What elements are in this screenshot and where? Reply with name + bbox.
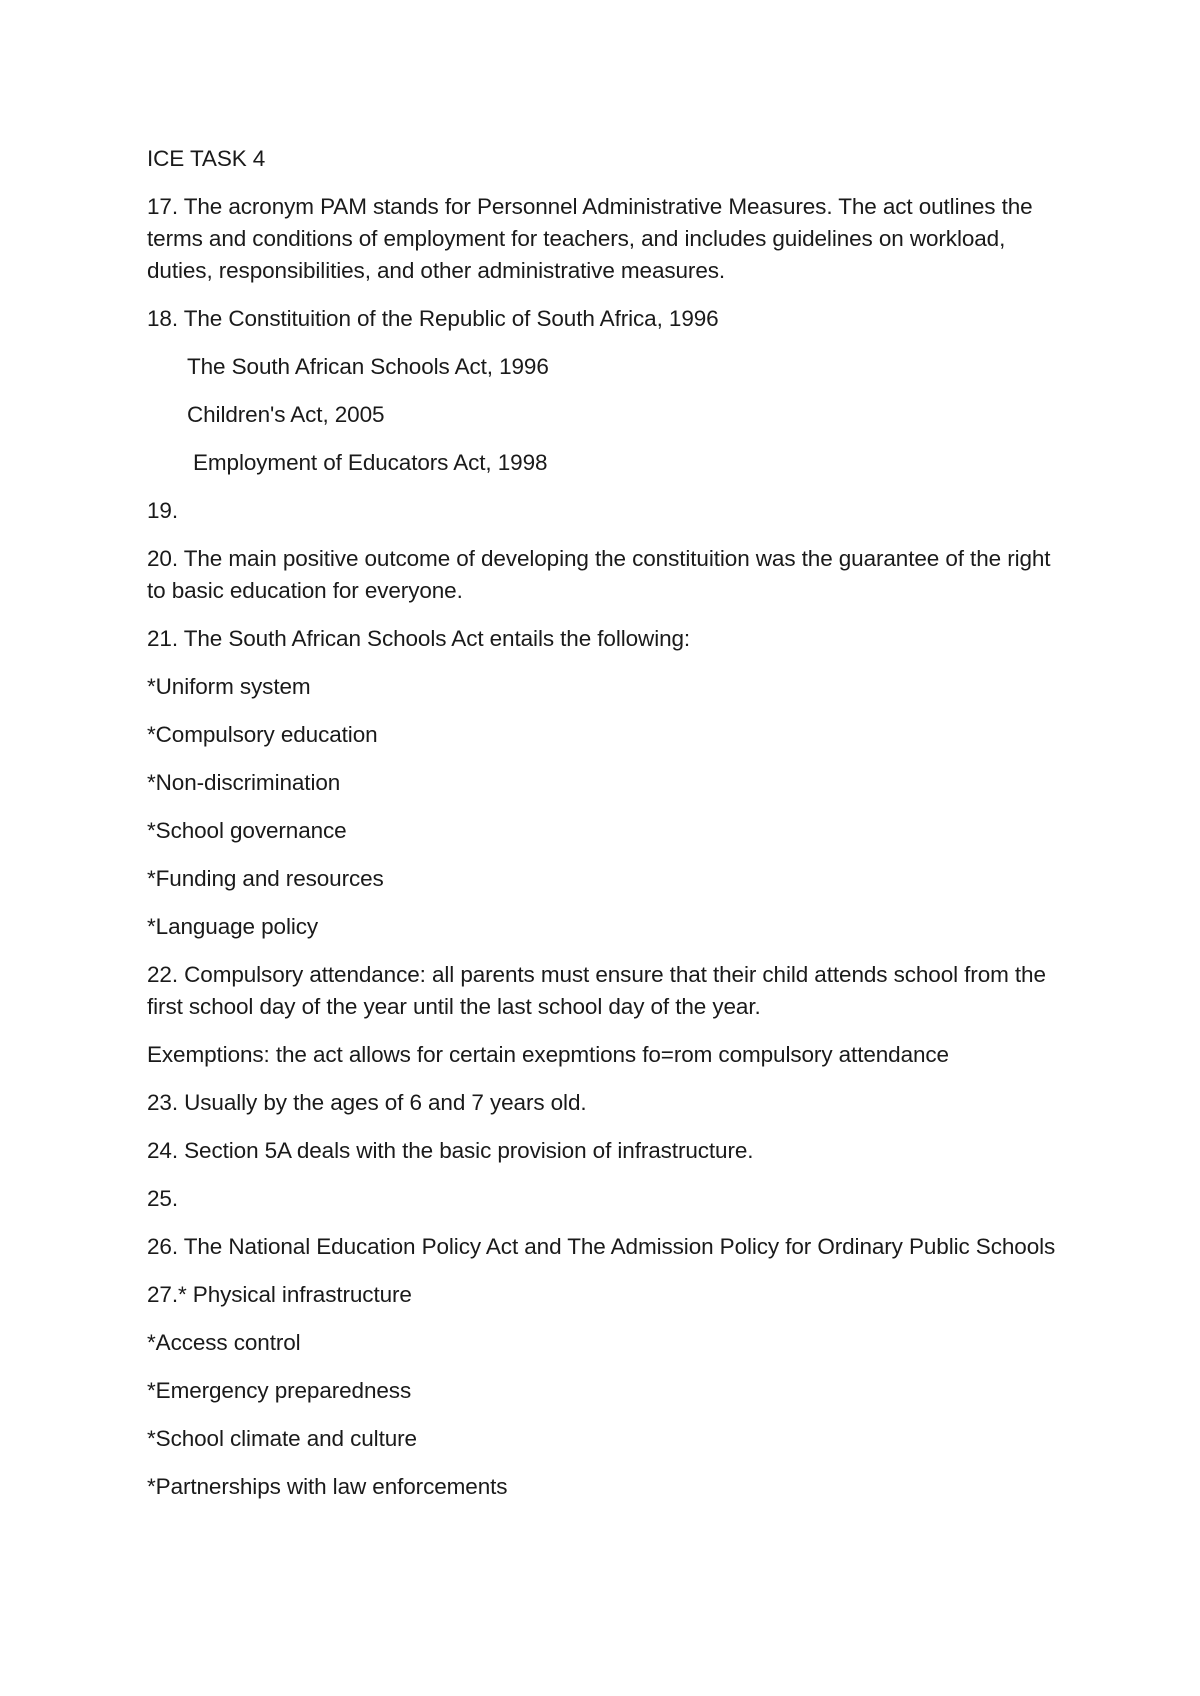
answer-24: 24. Section 5A deals with the basic provision of infrastructure. bbox=[147, 1138, 754, 1163]
answer-27-item: *Emergency preparedness bbox=[147, 1378, 412, 1403]
answer-21-item: *Non-discrimination bbox=[147, 770, 341, 795]
answer-18-item: Children's Act, 2005 bbox=[187, 402, 385, 427]
answer-26: 26. The National Education Policy Act and The Admission Policy for Ordinary Public Schools bbox=[147, 1234, 1056, 1259]
answer-27: 27.* Physical infrastructure bbox=[147, 1282, 412, 1307]
answer-21-item: *Uniform system bbox=[147, 674, 311, 699]
answer-27-item: *Access control bbox=[147, 1330, 301, 1355]
answer-18-item: Employment of Educators Act, 1998 bbox=[193, 450, 548, 475]
answer-18: 18. The Constituition of the Republic of South Africa, 1996 bbox=[147, 306, 719, 331]
answer-23: 23. Usually by the ages of 6 and 7 years old. bbox=[147, 1090, 587, 1115]
answer-27-item: *Partnerships with law enforcements bbox=[147, 1474, 508, 1499]
document-title: ICE TASK 4 bbox=[147, 146, 266, 171]
answer-21-item: *Compulsory education bbox=[147, 722, 378, 747]
answer-21-item: *Language policy bbox=[147, 914, 319, 939]
answer-18-item: The South African Schools Act, 1996 bbox=[187, 354, 549, 379]
answer-21: 21. The South African Schools Act entails the following: bbox=[147, 626, 691, 651]
answer-27-item: *School climate and culture bbox=[147, 1426, 417, 1451]
answer-19: 19. bbox=[147, 498, 178, 523]
answer-25: 25. bbox=[147, 1186, 178, 1211]
answer-22-exemptions: Exemptions: the act allows for certain exepmtions fo=rom compulsory attendance bbox=[147, 1042, 949, 1067]
answer-17: 17. The acronym PAM stands for Personnel Administrative Measures. The act outlines the terms and conditions of employment for teachers, and includes guidelines on workload, duties, responsibilities, and other administrative measures. bbox=[147, 194, 1033, 283]
answer-20: 20. The main positive outcome of developing the constituition was the guarantee of the right to basic education for everyone. bbox=[147, 546, 1051, 603]
answer-21-item: *School governance bbox=[147, 818, 347, 843]
answer-21-item: *Funding and resources bbox=[147, 866, 384, 891]
document-page bbox=[147, 143, 1067, 1519]
answer-22: 22. Compulsory attendance: all parents must ensure that their child attends school from the first school day of the year until the last school day of the year. bbox=[147, 962, 1046, 1019]
